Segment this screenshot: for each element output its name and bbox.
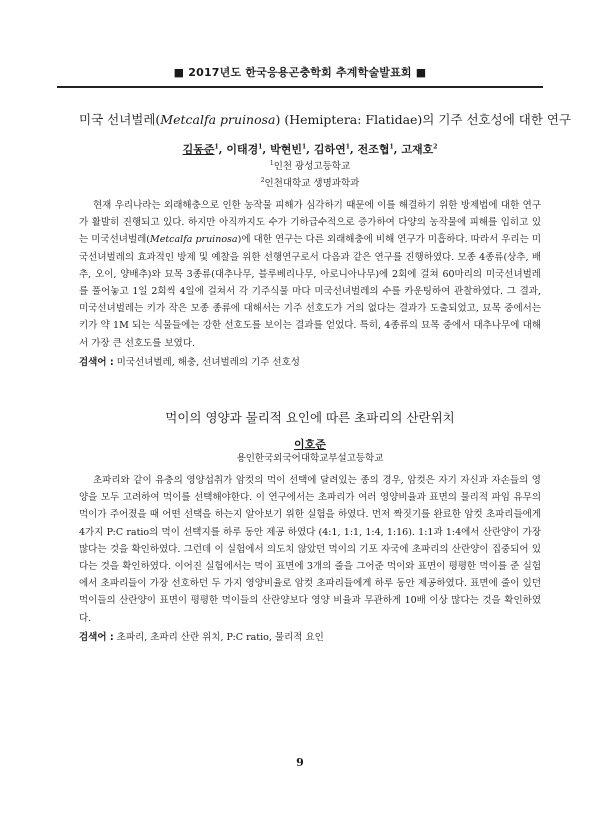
article-1-authors bbox=[79, 140, 541, 157]
article-2-title: 먹이의 영양과 물리적 요인에 따른 초파리의 산란위치 bbox=[165, 410, 455, 425]
keywords-label: 검색어 : bbox=[79, 356, 114, 368]
article-1-affiliation-1: $^1$인천 광성고등학교 bbox=[269, 159, 351, 172]
author: 박현빈$^1$, bbox=[270, 142, 314, 156]
page-header: ■ 2017년도 한국응용곤충학회 추계학술발표회 ■ bbox=[173, 66, 427, 79]
author: 고재호$^2$ bbox=[401, 142, 438, 156]
article-1-keywords bbox=[79, 354, 541, 371]
keywords-label: 검색어 : bbox=[79, 631, 114, 643]
author: 김하연$^1$, bbox=[313, 142, 358, 156]
article-1-title bbox=[79, 112, 572, 128]
article-1 bbox=[79, 112, 572, 371]
author: 김동준$^1$, bbox=[182, 142, 227, 156]
article-1-title-species: Metcalfa pruinosa bbox=[160, 112, 276, 127]
keywords-text: 초파리, 초파리 산란 위치, P:C ratio, 물리적 요인 bbox=[113, 631, 324, 643]
header-rule bbox=[57, 86, 543, 88]
article-2-abstract: 초파리와 같이 유충의 영양섭취가 암컷의 먹이 선택에 달려있는 종의 경우, 암컷은 자기 자신과 자손들의 영양을 모두 고려하여 먹이를 선택해야한다. 이 연구에서는 초파리가 여러 영양비율과 표면의 물리적 파임 유무의 먹이가 주어졌을 때 어떤 선택을 하는지 알아보기 위한 실험을 하였다. 먼저 짝짓기를 완료한 암컷 초파리들에게 4가지 P:C ratio의 먹이 선택지를 하루 동안 제공 하였다 (4:1, 1:1, 1:4, 1:16). 1:1과 1:4에서 산란양이 가장 많다는 것을 확인하였다. 그런데 이 실험에서 의도치 않았던 먹이의 기포 자국에 초파리의 산란양이 집중되어 있다는 것을 확인하였다. 이어진 실험에서는 먹이 표면에 3개의 줄을 그어준 먹이와 표면이 평평한 먹이를 준 실험에서 초파리들이 가장 선호하던 두 가지 영양비율로 암컷 초파리들에게 하루 동안 제공하였다. 표면에 줄이 있던 먹이들의 산란양이 표면이 평평한 먹이들의 산란양보다 영양 비율과 무관하게 10배 이상 많다는 것을 확인하였다. bbox=[79, 475, 541, 624]
keywords-text: 미국선녀벌레, 해충, 선녀벌레의 기주 선호성 bbox=[113, 356, 300, 368]
author: 전조협$^1$, bbox=[357, 142, 402, 156]
article-2-authors bbox=[79, 438, 541, 452]
article-1-affiliation-2: $^2$인천대학교 생명과학과 bbox=[260, 176, 360, 189]
article-2-keywords bbox=[79, 629, 541, 646]
author: 이태경$^1$, bbox=[226, 142, 271, 156]
page-number: 9 bbox=[296, 756, 304, 769]
author: 이호준 bbox=[294, 438, 326, 451]
article-2 bbox=[79, 410, 541, 646]
article-1-abstract: 현재 우리나라는 외래해충으로 인한 농작물 피해가 심각하기 때문에 이를 해결하기 위한 방제법에 대한 연구가 활발히 진행되고 있다. 하지만 아직까지도 수가 기하급수적으로 증가하여 다양의 농작물에 피해를 입히고 있는 미국선녀벌레(Metcalfa pruinosa)에 대한 연구는 다른 외래해충에 비해 연구가 미흡하다. 따라서 우리는 미국선녀벌레의 효과적인 방제 및 예찰을 위한 선행연구로서 다음과 같은 연구를 진행하였다. 모종 4종류(상추, 배추, 오이, 양배추)와 묘목 3종류(대추나무, 블루베리나무, 아로니아나무)에 2회에 걸쳐 60마리의 미국선녀벌레를 풀어놓고 1일 2회씩 4일에 걸쳐서 각 기주식물 마다 미국선녀벌레의 수를 카운팅하여 관찰하였다. 그 결과, 미국선녀벌레는 키가 작은 모종 종류에 대해서는 기주 선호도가 거의 없다는 결과가 도출되었고, 묘목 중에서는 키가 약 1M 되는 식물들에는 강한 선호도를 보이는 결과를 얻었다. 특히, 4종류의 묘목 중에서 대추나무에 대해서 가장 큰 선호도를 보였다. bbox=[79, 199, 542, 349]
article-1-title-post: ) (Hemiptera: Flatidae)의 기주 선호성에 대한 연구 bbox=[275, 112, 572, 127]
article-1-title-pre: 미국 선녀벌레( bbox=[79, 112, 161, 127]
article-2-affiliation: 용인한국외국어대학교부설고등학교 bbox=[236, 453, 384, 464]
